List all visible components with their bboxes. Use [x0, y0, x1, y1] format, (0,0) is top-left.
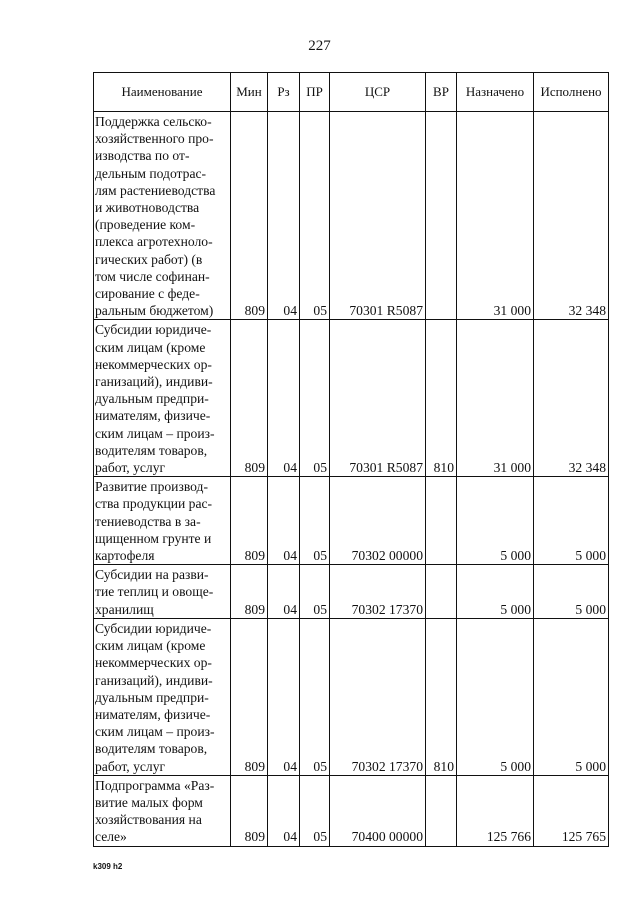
- header-rz: Рз: [268, 73, 300, 112]
- row-name: Субсидии юридиче- ским лицам (кроме некоммерческих ор- ганизаций), индиви- дуальным предпри- нимателям, физиче- ским лицам – произ- водителям товаров, работ, услуг: [95, 322, 215, 476]
- table-row: [94, 320, 609, 477]
- row-assigned: 5 000: [457, 565, 534, 619]
- row-pr: 05: [300, 320, 330, 477]
- row-executed: 5 000: [534, 618, 609, 775]
- header-executed: Исполнено: [534, 73, 609, 112]
- table-row: [94, 112, 609, 320]
- row-pr: 05: [300, 477, 330, 565]
- row-vr: [426, 565, 457, 619]
- row-name-cell: [94, 775, 231, 846]
- row-rz: 04: [268, 565, 300, 619]
- table-row: [94, 775, 609, 846]
- row-min: 809: [231, 618, 268, 775]
- row-name: Поддержка сельско- хозяйственного про- изводства по от- дельным подотрас- лям растениеводства и животноводства (проведение ком- плекса агротехноло- гических работ) (в том числе софинан- сирование с феде- ральным бюджетом): [95, 114, 216, 319]
- row-rz: 04: [268, 618, 300, 775]
- row-min: 809: [231, 565, 268, 619]
- row-rz: 04: [268, 112, 300, 320]
- row-rz: 04: [268, 775, 300, 846]
- row-pr: 05: [300, 618, 330, 775]
- row-csr: 70302 00000: [330, 477, 426, 565]
- row-executed: 32 348: [534, 320, 609, 477]
- row-name: Подпрограмма «Раз- витие малых форм хозяйствования на селе»: [95, 777, 215, 845]
- row-pr: 05: [300, 775, 330, 846]
- row-executed: 5 000: [534, 565, 609, 619]
- row-assigned: 31 000: [457, 320, 534, 477]
- header-csr: ЦСР: [330, 73, 426, 112]
- row-name-cell: [94, 477, 231, 565]
- page-number: 227: [308, 38, 331, 54]
- row-executed: 125 765: [534, 775, 609, 846]
- row-executed: 5 000: [534, 477, 609, 565]
- header-pr: ПР: [300, 73, 330, 112]
- row-vr: 810: [426, 320, 457, 477]
- row-pr: 05: [300, 112, 330, 320]
- table-row: [94, 618, 609, 775]
- table-header-row: [94, 73, 609, 112]
- row-csr: 70301 R5087: [330, 320, 426, 477]
- footer-document-code: k309 h2: [93, 862, 123, 871]
- row-rz: 04: [268, 320, 300, 477]
- header-min: Мин: [231, 73, 268, 112]
- header-name: Наименование: [94, 73, 231, 112]
- row-name: Субсидии на разви- тие теплиц и овоще- хранилищ: [95, 567, 214, 617]
- row-assigned: 31 000: [457, 112, 534, 320]
- header-assigned: Назначено: [457, 73, 534, 112]
- row-vr: [426, 477, 457, 565]
- row-rz: 04: [268, 477, 300, 565]
- row-name-cell: [94, 618, 231, 775]
- table-row: [94, 477, 609, 565]
- row-name-cell: [94, 112, 231, 320]
- row-min: 809: [231, 112, 268, 320]
- row-csr: 70301 R5087: [330, 112, 426, 320]
- row-name-cell: [94, 565, 231, 619]
- row-name: Развитие производ- ства продукции рас- тениеводства в за- щищенном грунте и картофеля: [95, 479, 213, 564]
- row-assigned: 5 000: [457, 618, 534, 775]
- row-csr: 70302 17370: [330, 565, 426, 619]
- header-vr: ВР: [426, 73, 457, 112]
- row-assigned: 5 000: [457, 477, 534, 565]
- table-row: [94, 565, 609, 619]
- row-name-cell: [94, 320, 231, 477]
- row-assigned: 125 766: [457, 775, 534, 846]
- row-csr: 70400 00000: [330, 775, 426, 846]
- row-min: 809: [231, 320, 268, 477]
- row-vr: [426, 775, 457, 846]
- row-vr: 810: [426, 618, 457, 775]
- row-pr: 05: [300, 565, 330, 619]
- row-min: 809: [231, 775, 268, 846]
- row-vr: [426, 112, 457, 320]
- row-name: Субсидии юридиче- ским лицам (кроме некоммерческих ор- ганизаций), индиви- дуальным предпри- нимателям, физиче- ским лицам – произ- водителям товаров, работ, услуг: [95, 620, 215, 774]
- row-csr: 70302 17370: [330, 618, 426, 775]
- budget-table: [93, 72, 609, 847]
- row-min: 809: [231, 477, 268, 565]
- row-executed: 32 348: [534, 112, 609, 320]
